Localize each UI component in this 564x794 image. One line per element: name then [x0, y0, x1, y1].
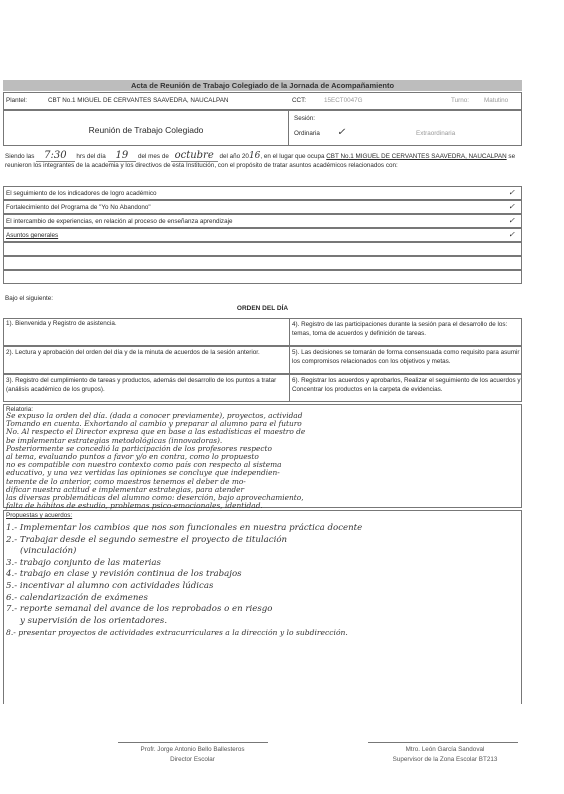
topic-check: ✓	[508, 230, 515, 239]
month-value: octubre	[171, 150, 218, 162]
propuestas-text	[6, 523, 517, 639]
relatoria-line: Posteriormente se concedió la participación de los profesores respecto	[6, 443, 272, 453]
relatoria-box	[3, 404, 522, 511]
meeting-type-cell	[4, 111, 289, 145]
blank-row	[3, 242, 522, 256]
signature-line	[118, 742, 268, 743]
signature-director	[110, 746, 275, 763]
propuesta-line: y supervisión de los orientadores.	[20, 615, 168, 626]
agenda-row	[3, 374, 522, 402]
propuesta-line: 7.- reporte semanal del avance de los reprobados o en riesgo	[6, 604, 273, 615]
propuesta-line: 4.- trabajo en clase y revisión continua de los trabajos	[6, 569, 242, 580]
place-value: CBT No.1 MIGUEL DE CERVANTES SAAVEDRA, NAUCALPAN	[326, 153, 507, 160]
turno-label: Turno:	[451, 97, 469, 104]
signature-line	[368, 742, 518, 743]
intro-text-6: se reunieron los integrantes de la academia y los directivos de esta Institución, con el propósito de tratar asuntos académicos relacionados con:	[5, 153, 516, 169]
blank-row	[3, 256, 522, 270]
intro-text-2: hrs del día	[76, 153, 106, 160]
plantel-label: Plantel:	[6, 97, 28, 104]
relatoria-text	[6, 412, 517, 510]
plantel-row	[3, 92, 522, 110]
topic-row	[3, 186, 522, 200]
agenda-item: 5). Las decisiones se tomarán de forma consensuada como requisito para asumir los compromisos relacionados con los objetivos y metas.	[292, 349, 520, 365]
topic-label: Asuntos generales	[6, 232, 59, 239]
cct-value: 15ECT0047G	[324, 97, 363, 104]
agenda-section	[3, 292, 522, 314]
propuestas-label: Propuestas y acuerdos:	[6, 512, 73, 519]
agenda-item: 2). Lectura y aprobación del orden del día y de la minuta de acuerdos de la sesión anterior.	[4, 347, 290, 373]
propuesta-line: 8.- presentar proyectos de actividades extracurriculares a la dirección y lo subdirección.	[6, 628, 348, 638]
relatoria-line: be implementar estrategias metodológicas (innovadoras).	[6, 435, 223, 445]
intro-paragraph	[3, 147, 522, 185]
relatoria-line: no es compatible con nuestro contexto como país con respecto al sistema	[6, 460, 282, 470]
propuesta-line: 3.- trabajo conjunto de las materias	[6, 557, 161, 568]
year-value: 16	[248, 151, 261, 161]
topic-row	[3, 200, 522, 214]
propuesta-line: 5.- incentivar al alumno con actividades lúdicas	[6, 580, 214, 591]
agenda-item: 1). Bienvenida y Registro de asistencia.	[4, 319, 290, 345]
ordinaria-label: Ordinaria	[294, 130, 320, 137]
topic-label: Fortalecimiento del Programa de "Yo No Abandono"	[6, 204, 151, 211]
agenda-item: 3). Registro del cumplimiento de tareas y productos, además del desarrollo de los puntos a tratar (análisis académico de los grupos).	[4, 375, 290, 401]
propuesta-line: 2.- Trabajar desde el segundo semestre el proyecto de titulación	[6, 534, 288, 545]
topic-check: ✓	[508, 216, 515, 225]
topic-row	[3, 228, 522, 242]
plantel-value: CBT No.1 MIGUEL DE CERVANTES SAAVEDRA, NAUCALPAN	[48, 97, 229, 104]
intro-text-4: del año 20	[219, 153, 249, 160]
topic-row	[3, 214, 522, 228]
agenda-intro: Bajo el siguiente:	[5, 295, 53, 302]
agenda-item: 4). Registro de las participaciones durante la sesión para el desarrollo de los: temas, toma de acuerdos y definición de tareas.	[292, 321, 508, 337]
propuestas-box	[3, 510, 522, 704]
sesion-label: Sesión:	[294, 115, 316, 122]
cct-label: CCT:	[292, 97, 306, 104]
topic-check: ✓	[508, 202, 515, 211]
intro-text-1: Siendo las	[5, 153, 35, 160]
signature-supervisor	[355, 746, 535, 763]
ordinaria-check: ✓	[337, 127, 346, 138]
relatoria-line: Se expuso la orden del día. (dada a conocer previamente), proyectos, actividad	[6, 411, 303, 420]
document-title: Acta de Reunión de Trabajo Colegiado de la Jornada de Acompañamiento	[3, 80, 522, 91]
relatoria-label: Relatoria:	[6, 406, 33, 413]
topic-check: ✓	[508, 188, 515, 197]
topic-label: El seguimiento de los indicadores de logro académico	[6, 190, 157, 197]
propuesta-line: 6.- calendarización de exámenes	[6, 592, 148, 603]
turno-value: Matutino	[484, 97, 509, 104]
meeting-type: Reunión de Trabajo Colegiado	[88, 125, 204, 135]
relatoria-line: al tema, evaluando puntos a favor y/o en contra, como lo propuesto	[6, 452, 259, 462]
intro-text-5: , en el lugar que ocupa	[260, 153, 325, 160]
meeting-row	[3, 110, 522, 146]
relatoria-line: Tomando en cuenta. Exhortando al cambio y preparar al alumno para el futuro	[6, 419, 302, 429]
relatoria-line: No. Al respecto el Director expresa que en base a las estadísticas el maestro de	[6, 427, 306, 437]
topic-label: El intercambio de experiencias, en relación al proceso de enseñanza aprendizaje	[6, 218, 233, 225]
relatoria-line: las diversas problemáticas del alumno como: deserción, bajo aprovechamiento,	[6, 493, 304, 503]
agenda-heading: ORDEN DEL DÍA	[236, 305, 289, 312]
relatoria-line: falta de hábitos de estudio, problemas psico-emocionales, identidad.	[6, 501, 263, 511]
agenda-row	[3, 318, 522, 346]
relatoria-line: educativo, y una vez vertidas las opiniones se concluye que independien-	[6, 468, 280, 478]
relatoria-line: temente de lo anterior, como maestros tenemos el deber de mo-	[6, 476, 246, 486]
time-value: 7:30	[36, 150, 74, 162]
signature-name: Profr. Jorge Antonio Bello Ballesteros	[140, 746, 245, 753]
signature-role: Supervisor de la Zona Escolar BT213	[392, 756, 498, 763]
propuesta-line: 1.- Implementar los cambios que nos son funcionales en nuestra práctica docente	[6, 523, 363, 533]
extraordinaria-label: Extraordinaria	[416, 130, 456, 137]
signature-name: Mtro. León García Sandoval	[405, 746, 485, 753]
blank-row	[3, 270, 522, 284]
propuesta-line: (vinculación)	[20, 546, 77, 557]
relatoria-line: dificar nuestra actitud e implementar estrategias, para atender	[6, 484, 245, 494]
intro-text-3: del mes de	[138, 153, 169, 160]
agenda-row	[3, 346, 522, 374]
day-value: 19	[108, 150, 137, 162]
signature-role: Director Escolar	[170, 756, 215, 763]
agenda-item: 6). Registrar los acuerdos y aprobarlos, Realizar el seguimiento de los acuerdos y Concentrar los productos en la carpeta de evidencias.	[292, 377, 521, 393]
